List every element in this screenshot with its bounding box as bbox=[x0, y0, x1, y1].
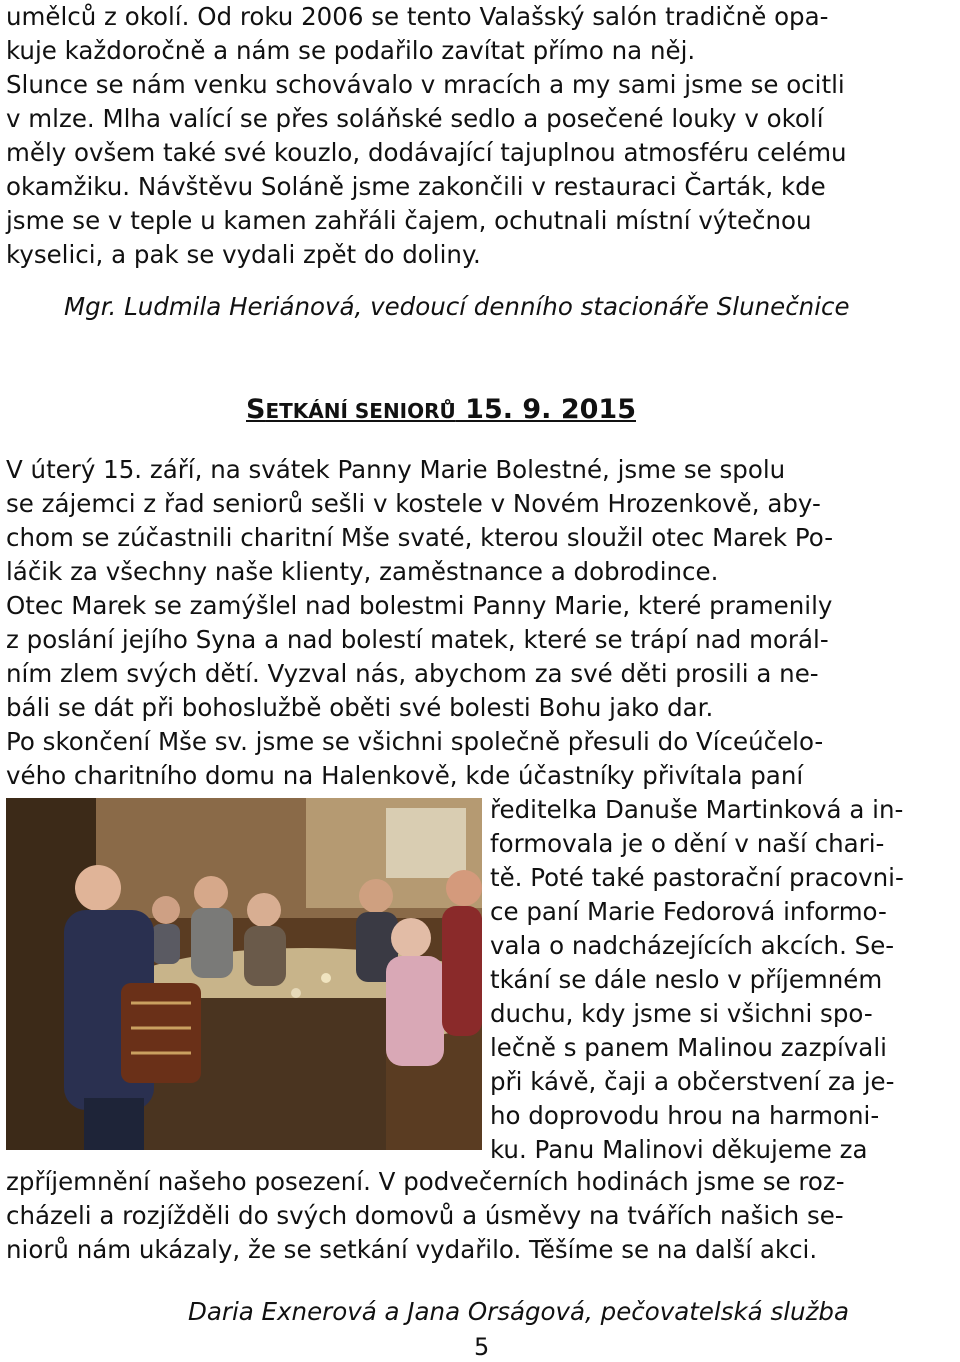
text-line: chom se zúčastnili charitní Mše svaté, kterou sloužil otec Marek Po- bbox=[6, 523, 834, 552]
text-line: jsme se v teple u kamen zahřáli čajem, ochutnali místní výtečnou bbox=[6, 206, 812, 235]
text-line: se zájemci z řad seniorů sešli v kostele v Novém Hrozenkově, aby- bbox=[6, 489, 821, 518]
text-line: kuje každoročně a nám se podařilo zavítat přímo na něj. bbox=[6, 36, 696, 65]
page-number: 5 bbox=[474, 1333, 490, 1361]
text-line: Otec Marek se zamýšlel nad bolestmi Panny Marie, které pramenily bbox=[6, 591, 833, 620]
text-line: zpříjemnění našeho posezení. V podvečerních hodinách jsme se roz- bbox=[6, 1167, 845, 1196]
heading-date: 15. 9. 2015 bbox=[455, 394, 636, 425]
text-line: tkání se dále neslo v příjemném bbox=[490, 965, 883, 994]
text-line: láčik za všechny naše klienty, zaměstnance a dobrodince. bbox=[6, 557, 719, 586]
text-line: ku. Panu Malinovi děkujeme za bbox=[490, 1135, 868, 1164]
text-line: v mlze. Mlha valící se přes soláňské sedlo a posečené louky v okolí bbox=[6, 104, 824, 133]
text-line: vala o nadcházejících akcích. Se- bbox=[490, 931, 895, 960]
text-line: kyselici, a pak se vydali zpět do doliny. bbox=[6, 240, 481, 269]
text-line: okamžiku. Návštěvu Soláně jsme zakončili v restauraci Čarták, kde bbox=[6, 172, 826, 201]
text-line: cházeli a rozjížděli do svých domovů a úsměvy na tvářích našich se- bbox=[6, 1201, 844, 1230]
text-line: ho doprovodu hrou na harmoni- bbox=[490, 1101, 880, 1130]
text-line: z poslání jejího Syna a nad bolestí matek, které se trápí nad morál- bbox=[6, 625, 829, 654]
text-line: lečně s panem Malinou zazpívali bbox=[490, 1033, 887, 1062]
text-line: niorů nám ukázaly, že se setkání vydařilo. Těšíme se na další akci. bbox=[6, 1235, 818, 1264]
text-line: Slunce se nám venku schovávalo v mracích a my sami jsme se ocitli bbox=[6, 70, 845, 99]
text-line: formovala je o dění v naší chari- bbox=[490, 829, 885, 858]
text-line: Po skončení Mše sv. jsme se všichni společně přesuli do Víceúčelo- bbox=[6, 727, 824, 756]
text-line: duchu, kdy jsme si všichni spo- bbox=[490, 999, 873, 1028]
photo-illustration bbox=[6, 798, 482, 1150]
heading-initial: S bbox=[246, 394, 266, 425]
text-line: umělců z okolí. Od roku 2006 se tento Valašský salón tradičně opa- bbox=[6, 2, 829, 31]
text-line: ním zlem svých dětí. Vyzval nás, abychom za své děti prosili a ne- bbox=[6, 659, 819, 688]
signature-author-2: Daria Exnerová a Jana Orságová, pečovatelská služba bbox=[188, 1297, 849, 1326]
signature-author-1: Mgr. Ludmila Heriánová, vedoucí denního stacionáře Slunečnice bbox=[64, 292, 850, 321]
text-line: ce paní Marie Fedorová informo- bbox=[490, 897, 887, 926]
text-line: V úterý 15. září, na svátek Panny Marie Bolestné, jsme se spolu bbox=[6, 455, 786, 484]
text-line: tě. Poté také pastorační pracovni- bbox=[490, 863, 904, 892]
section-heading bbox=[246, 392, 636, 429]
text-line: ředitelka Danuše Martinková a in- bbox=[490, 795, 904, 824]
text-line: při kávě, čaji a občerstvení za je- bbox=[490, 1067, 895, 1096]
heading-smallcaps: ETKÁNÍ SENIORŮ bbox=[265, 399, 456, 423]
text-line: měly ovšem také své kouzlo, dodávající tajuplnou atmosféru celému bbox=[6, 138, 847, 167]
text-line: báli se dát při bohoslužbě oběti své bolesti Bohu jako dar. bbox=[6, 693, 714, 722]
text-line: vého charitního domu na Halenkově, kde účastníky přivítala paní bbox=[6, 761, 804, 790]
photo-seniors-meeting bbox=[6, 798, 482, 1150]
